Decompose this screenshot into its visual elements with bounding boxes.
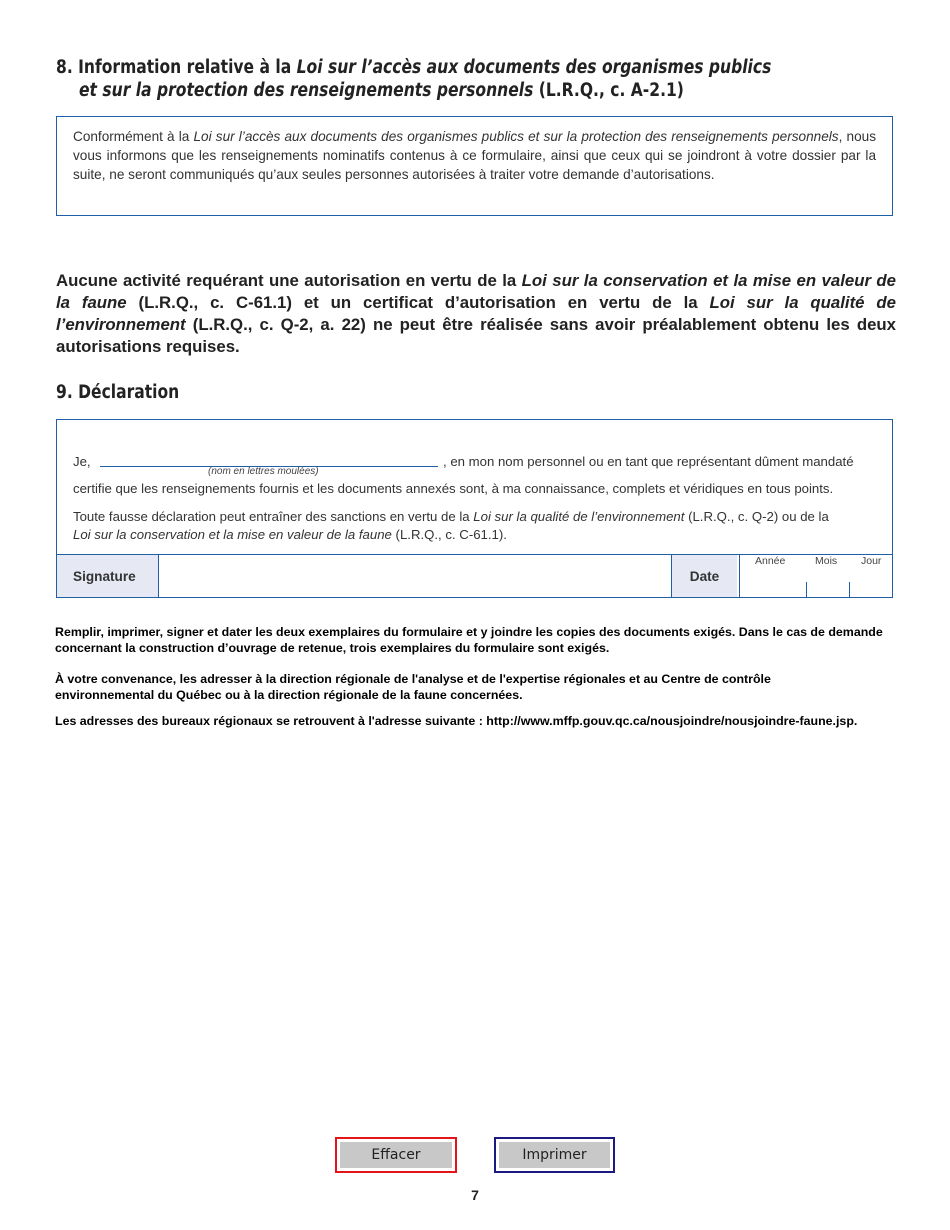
access-law-name: Loi sur l’accès aux documents des organismes publics xyxy=(296,57,772,78)
je-label: Je, xyxy=(73,454,91,469)
signature-field[interactable] xyxy=(158,555,672,597)
mandate-text: , en mon nom personnel ou en tant que représentant dûment mandaté xyxy=(443,454,854,469)
print-button-label: Imprimer xyxy=(499,1142,610,1168)
page-number: 7 xyxy=(471,1187,479,1203)
instruction-fill-print: Remplir, imprimer, signer et dater les deux exemplaires du formulaire et y joindre les copies des documents exigés. Dans le cas de demande concernant la construction d’ouvrage de retenue, trois exemplaires du formulaire sont exigés. xyxy=(55,625,883,655)
signature-label: Signature xyxy=(57,555,158,597)
section-8-title: 8. Information relative à la Loi sur l’accès aux documents des organismes publics xyxy=(56,57,772,78)
instruction-addresses: Les adresses des bureaux régionaux se retrouvent à l'adresse suivante : http://www.mffp.gouv.qc.ca/nousjoindre/nousjoindre-faune.jsp. xyxy=(55,714,858,728)
signature-row xyxy=(57,554,892,597)
date-label: Date xyxy=(672,555,737,597)
false-declaration-line-2: Loi sur la conservation et la mise en valeur de la faune (L.R.Q., c. C-61.1). xyxy=(73,527,507,542)
false-declaration-line-1: Toute fausse déclaration peut entraîner des sanctions en vertu de la Loi sur la qualité de l’environnement (L.R.Q., c. Q-2) ou de la xyxy=(73,509,829,524)
declaration-box xyxy=(56,419,893,598)
name-hint: (nom en lettres moulées) xyxy=(208,466,319,477)
section-9-title: 9. Déclaration xyxy=(56,382,180,403)
year-label: Année xyxy=(755,555,786,567)
day-label: Jour xyxy=(861,555,882,567)
privacy-notice-text: Conformément à la Loi sur l’accès aux documents des organismes publics et sur la protection des renseignements personnels, nous vous informons que les renseignements nominatifs contenus à ce formulaire, ainsi que ceux qui se joindront à votre dossier par la suite, ne seront communiqués qu’aux seules personnes autorisées à traiter votre demande d’autorisations. xyxy=(73,129,876,182)
print-button[interactable] xyxy=(494,1137,615,1173)
authorization-warning: Aucune activité requérant une autorisation en vertu de la Loi sur la conservation et la mise en valeur de la faune (L.R.Q., c. C-61.1) et un certificat d’autorisation en vertu de la Loi sur la qualité de l’environnement (L.R.Q., c. Q-2, a. 22) ne peut être réalisée sans avoir préalablement obtenu les deux autorisations requises. xyxy=(56,271,896,356)
date-month-field[interactable] xyxy=(806,555,850,597)
date-day-field[interactable] xyxy=(850,555,892,597)
month-label: Mois xyxy=(815,555,838,567)
certify-text: certifie que les renseignements fournis et les documents annexés sont, à ma connaissance, complets et véridiques en tous points. xyxy=(73,481,834,496)
clear-button[interactable] xyxy=(335,1137,457,1173)
section-8-title-line-2: et sur la protection des renseignements personnels (L.R.Q., c. A-2.1) xyxy=(79,80,684,101)
privacy-law-name: et sur la protection des renseignements personnels xyxy=(79,80,534,101)
privacy-notice-box xyxy=(56,116,893,216)
instruction-send-to: À votre convenance, les adresser à la direction régionale de l'analyse et de l'expertise régionales et au Centre de contrôle environnemental du Québec ou à la direction régionale de la faune concernées. xyxy=(55,672,771,702)
clear-button-label: Effacer xyxy=(340,1142,452,1168)
date-year-field[interactable] xyxy=(739,555,807,597)
